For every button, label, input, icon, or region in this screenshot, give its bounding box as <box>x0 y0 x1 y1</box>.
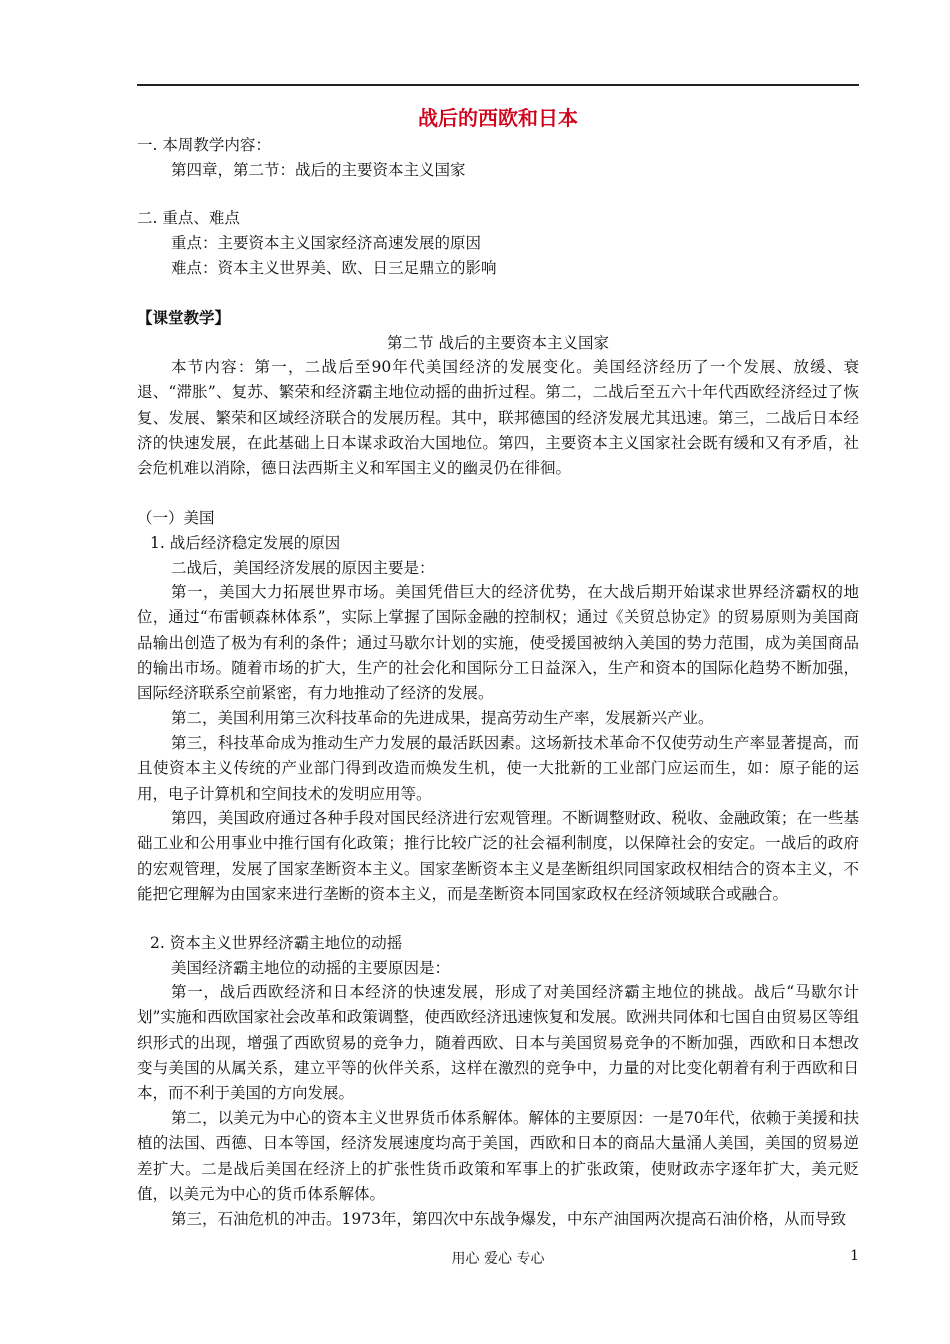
section-heading-2: 二. 重点、难点 <box>137 209 240 227</box>
lead-line-2: 美国经济霸主地位的动摇的主要原因是： <box>171 959 451 977</box>
paragraph-1c: 第三，科技革命成为推动生产力发展的最活跃因素。这场新技术革命不仅使劳动生产率显著提高，而且使资本主义传统的产业部门得到改造而焕发生机，使一大批新的工业部门应运而生，如：原子能的运用，电子计算机和空间技术的发明应用等。 <box>137 734 859 803</box>
subheading-1: 1. 战后经济稳定发展的原因 <box>150 534 341 552</box>
lead-line-1: 二战后，美国经济发展的原因主要是： <box>171 559 435 577</box>
paragraph-2a: 第一，战后西欧经济和日本经济的快速发展，形成了对美国经济霸主地位的挑战。战后“马歇尔计划”实施和西欧国家社会改革和政策调整，使西欧经济迅速恢复和发展。欧洲共同体和七国自由贸易区等组织形式的出现，增强了西欧贸易的竞争力，随着西欧、日本与美国贸易竞争的不断加强，西欧和日本想改变与美国的从属关系，建立平等的伙伴关系，这样在激烈的竞争中，力量的对比变化朝着有利于西欧和日本，而不利于美国的方向发展。 <box>137 983 859 1103</box>
intro-paragraph: 本节内容：第一，二战后至90年代美国经济的发展变化。美国经济经历了一个发展、放缓、衰退、“滞胀”、复苏、繁荣和经济霸主地位动摇的曲折过程。第二，二战后至五六十年代西欧经济经过了恢复、发展、繁荣和区域经济联合的发展历程。其中，联邦德国的经济发展尤其迅速。第三，二战后日本经济的快速发展，在此基础上日本谋求政治大国地位。第四，主要资本主义国家社会既有缓和又有矛盾，社会危机难以消除，德日法西斯主义和军国主义的幽灵仍在徘徊。 <box>137 358 859 478</box>
page-number: 1 <box>850 1248 859 1264</box>
section-subtitle: 第二节 战后的主要资本主义国家 <box>387 334 609 352</box>
difficulty-line: 难点：资本主义世界美、欧、日三足鼎立的影响 <box>171 259 497 277</box>
teaching-content-line: 第四章，第二节：战后的主要资本主义国家 <box>171 161 466 179</box>
key-point-line: 重点：主要资本主义国家经济高速发展的原因 <box>171 234 482 252</box>
subheading-2: 2. 资本主义世界经济霸主地位的动摇 <box>150 934 403 952</box>
paragraph-1d: 第四，美国政府通过各种手段对国民经济进行宏观管理。不断调整财政、税收、金融政策；在一些基础工业和公用事业中推行国有化政策；推行比较广泛的社会福利制度，以保障社会的安定。一战后的政府的宏观管理，发展了国家垄断资本主义。国家垄断资本主义是垄断组织同国家政权相结合的资本主义，不能把它理解为由国家来进行垄断的资本主义，而是垄断资本同国家政权在经济领域联合或融合。 <box>137 809 859 903</box>
footer-slogan: 用心 爱心 专心 <box>451 1251 545 1267</box>
paragraph-1a: 第一，美国大力拓展世界市场。美国凭借巨大的经济优势，在大战后期开始谋求世界经济霸权的地位，通过“布雷顿森林体系”，实际上掌握了国际金融的控制权；通过《关贸总协定》的贸易原则为美国商品输出创造了极为有利的条件；通过马歇尔计划的实施，使受援国被纳入美国的势力范围，成为美国商品的输出市场。随着市场的扩大，生产的社会化和国际分工日益深入，生产和资本的国际化趋势不断加强，国际经济联系空前紧密，有力地推动了经济的发展。 <box>137 583 859 703</box>
classroom-heading: 【课堂教学】 <box>137 309 231 327</box>
paragraph-2c: 第三，石油危机的冲击。1973年，第四次中东战争爆发，中东产油国两次提高石油价格，从而导致 <box>171 1210 846 1228</box>
header-rule <box>137 84 859 86</box>
paragraph-2b: 第二，以美元为中心的资本主义世界货币体系解体。解体的主要原因：一是70年代，依赖于美援和扶植的法国、西德、日本等国，经济发展速度均高于美国，西欧和日本的商品大量涌人美国，美国的贸易逆差扩大。二是战后美国在经济上的扩张性货币政策和军事上的扩张政策，使财政赤字逐年扩大，美元贬值，以美元为中心的货币体系解体。 <box>137 1109 859 1203</box>
paragraph-1b: 第二，美国利用第三次科技革命的先进成果，提高劳动生产率，发展新兴产业。 <box>171 709 714 727</box>
part-heading-usa: （一）美国 <box>137 509 215 527</box>
section-heading-1: 一. 本周教学内容： <box>137 136 271 154</box>
document-title: 战后的西欧和日本 <box>418 106 578 130</box>
